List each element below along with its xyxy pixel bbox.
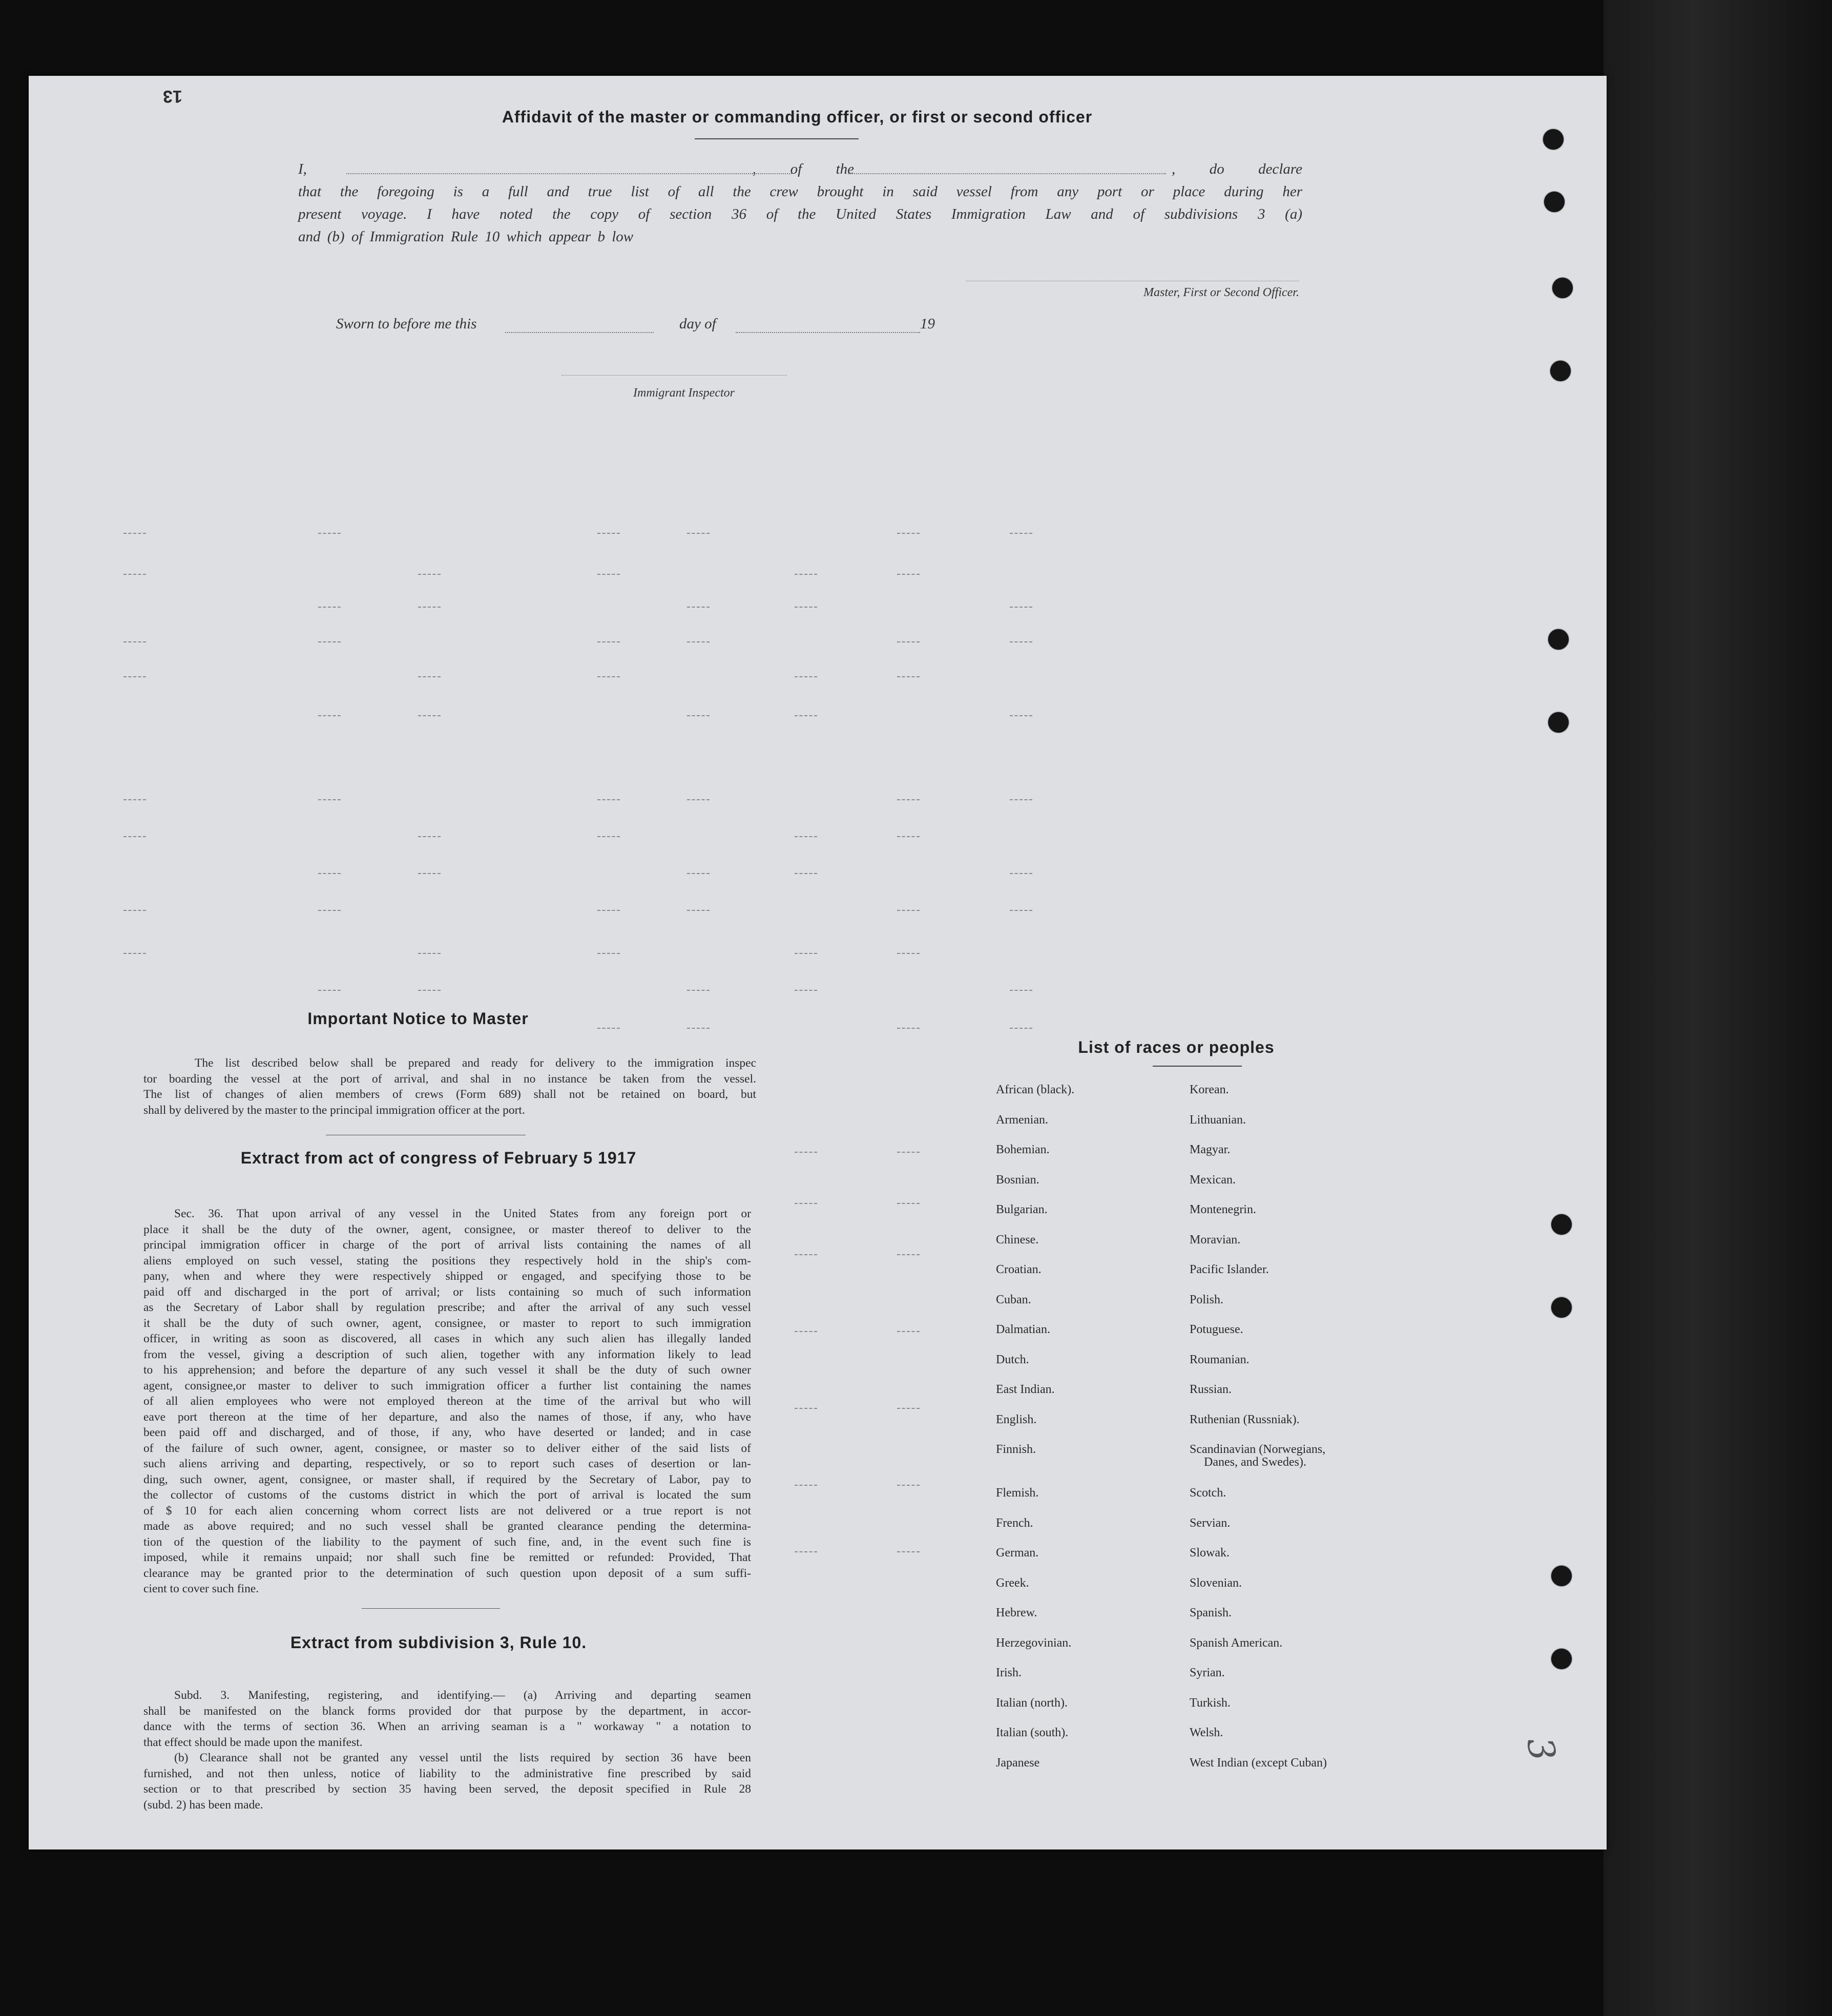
faint-dash — [318, 990, 341, 991]
race-entry: Polish. — [1190, 1293, 1224, 1306]
race-entry: Croatian. — [996, 1263, 1042, 1276]
declaration-line-1 — [298, 158, 1302, 180]
race-entry: Greek. — [996, 1576, 1029, 1590]
rule-line: dance with the terms of section 36. When an arriving seaman is a " workaway " a notation to — [143, 1720, 751, 1733]
binder-hole — [1543, 129, 1564, 150]
race-entry: Ruthenian (Russniak). — [1190, 1412, 1300, 1426]
act-line: pany, when and where they were respectively shipped or engaged, and specifying those to be — [143, 1270, 751, 1283]
race-entry: Finnish. — [996, 1443, 1036, 1456]
faint-dash — [318, 533, 341, 534]
act-line: it shall be the duty of such owner, agent, consignee, or master to report to such immigration — [143, 1316, 751, 1330]
act-line: of $ 10 for each alien concerning whom correct lists are not delivered or a true report is not — [143, 1504, 751, 1518]
binder-hole — [1550, 361, 1571, 381]
race-entry: Moravian. — [1190, 1233, 1241, 1246]
binder-hole — [1552, 278, 1573, 298]
faint-dash — [795, 1203, 817, 1204]
faint-dash — [597, 836, 620, 837]
extract-rule-text — [143, 1688, 751, 1813]
race-entry: Scotch. — [1190, 1486, 1226, 1500]
faint-dash — [318, 641, 341, 642]
faint-dash — [795, 1408, 817, 1409]
act-line: imposed, while it remains unpaid; nor shall such fine be remitted or refunded: Provided, That — [143, 1551, 751, 1564]
act-line: of all alien employees who were not employed thereon at the time of the arrival but who will — [143, 1395, 751, 1408]
declaration-line-3: present voyage. I have noted the copy of section 36 of the United States Immigration Law and of subdivisions 3 (a) — [298, 206, 1302, 222]
name-blank-line — [346, 173, 792, 174]
faint-dash — [687, 990, 710, 991]
faint-dash — [897, 799, 920, 800]
day-of-text: day of — [679, 316, 716, 332]
act-line: made as above required; and no such vessel shall be granted clearance pending the determina- — [143, 1520, 751, 1533]
rule-line: Subd. 3. Manifesting, registering, and identifying.— (a) Arriving and departing seamen — [174, 1689, 751, 1702]
faint-dash — [897, 1203, 920, 1204]
faint-dash — [418, 574, 441, 575]
faint-dash — [123, 799, 146, 800]
race-entry: Italian (south). — [996, 1726, 1069, 1739]
race-entry: Scandinavian (Norwegians, — [1190, 1443, 1326, 1456]
faint-dash — [897, 1331, 920, 1332]
faint-dash — [597, 799, 620, 800]
day-blank-line — [505, 332, 654, 333]
act-line: from the vessel, giving a description of such alien, together with any information likely to lead — [143, 1347, 751, 1361]
act-line: the collector of customs of the customs district in which the port of arrival is located the sum — [143, 1488, 751, 1502]
race-entry: Slovenian. — [1190, 1576, 1242, 1590]
faint-dash — [1010, 799, 1032, 800]
rule-line: section or to that prescribed by section 35 having been served, the deposit specified in Rule 28 — [143, 1782, 751, 1796]
inspector-signature-line — [561, 375, 787, 376]
signature-label: Master, First or Second Officer. — [1143, 286, 1299, 299]
faint-dash — [795, 1331, 817, 1332]
declaration-of-the: , of the — [752, 161, 855, 177]
faint-dash — [318, 873, 341, 874]
handwritten-mark: 3 — [1518, 1734, 1564, 1764]
faint-dash — [597, 1028, 620, 1029]
affidavit-declaration — [298, 158, 1302, 248]
faint-dash — [795, 836, 817, 837]
faint-dash — [687, 607, 710, 608]
faint-dash — [795, 873, 817, 874]
declaration-i: I, — [298, 161, 307, 177]
race-entry: African (black). — [996, 1083, 1075, 1096]
faint-dash — [123, 953, 146, 954]
race-entry: Roumanian. — [1190, 1353, 1250, 1366]
race-entry: Korean. — [1190, 1083, 1229, 1096]
faint-dash — [897, 533, 920, 534]
declaration-line-2: that the foregoing is a full and true list of all the crew brought in said vessel from any port or place during her — [298, 183, 1302, 200]
race-entry: Herzegovinian. — [996, 1636, 1072, 1650]
faint-dash — [687, 715, 710, 716]
notice-line: The list described below shall be prepared and ready for delivery to the immigration inspec — [195, 1056, 756, 1070]
faint-dash — [597, 533, 620, 534]
faint-dash — [897, 910, 920, 911]
race-entry: Turkish. — [1190, 1696, 1231, 1710]
act-line: officer, in writing as soon as discovered, all cases in which any such alien has illegally landed — [143, 1332, 751, 1345]
faint-dash — [897, 836, 920, 837]
faint-dash — [318, 715, 341, 716]
race-entry: Slowak. — [1190, 1546, 1230, 1560]
extract-act-title: Extract from act of congress of February 5 1917 — [240, 1149, 637, 1167]
faint-dash — [795, 1551, 817, 1552]
race-entry: French. — [996, 1516, 1033, 1530]
faint-dash — [795, 1254, 817, 1255]
race-entry: East Indian. — [996, 1383, 1055, 1396]
faint-dash — [418, 953, 441, 954]
race-entry: Dalmatian. — [996, 1323, 1050, 1336]
race-entry: Spanish. — [1190, 1606, 1232, 1619]
faint-dash — [597, 574, 620, 575]
faint-dash — [1010, 533, 1032, 534]
act-line: tion of the question of the liability to the payment of such fine, and, in the event such fine is — [143, 1535, 751, 1549]
faint-dash — [123, 641, 146, 642]
faint-dash — [1010, 873, 1032, 874]
faint-dash — [597, 953, 620, 954]
faint-dash — [687, 641, 710, 642]
race-entry: Hebrew. — [996, 1606, 1037, 1619]
binder-hole — [1548, 629, 1569, 650]
faint-dash — [597, 910, 620, 911]
faint-dash — [318, 799, 341, 800]
rule-line: that effect should be made upon the manifest. — [143, 1735, 363, 1749]
faint-dash — [795, 676, 817, 677]
race-entry: Pacific Islander. — [1190, 1263, 1269, 1276]
faint-dash — [1010, 990, 1032, 991]
race-entry: Irish. — [996, 1666, 1022, 1679]
race-entry: Welsh. — [1190, 1726, 1223, 1739]
inspector-label: Immigrant Inspector — [633, 386, 735, 400]
race-entry: Lithuanian. — [1190, 1113, 1246, 1127]
rule-line: (subd. 2) has been made. — [143, 1798, 263, 1812]
races-title: List of races or peoples — [1078, 1038, 1275, 1056]
notice-title: Important Notice to Master — [307, 1009, 529, 1028]
faint-dash — [1010, 607, 1032, 608]
title-underline — [695, 138, 859, 139]
act-line: agent, consignee,or master to deliver to such immigration officer a further list containing the names — [143, 1379, 751, 1393]
declaration-do-declare: , do declare — [1172, 161, 1302, 177]
race-entry: Chinese. — [996, 1233, 1039, 1246]
race-entry: Armenian. — [996, 1113, 1048, 1127]
faint-dash — [1010, 910, 1032, 911]
faint-dash — [897, 1254, 920, 1255]
sworn-line — [336, 316, 476, 332]
faint-dash — [687, 533, 710, 534]
act-line: eave port thereon at the time of her departure, and also the names of those, if any, who have — [143, 1410, 751, 1424]
binder-hole — [1551, 1566, 1572, 1586]
binder-hole — [1551, 1297, 1572, 1318]
faint-dash — [418, 715, 441, 716]
rule-line: shall be manifested on the blanck forms provided dor that purpose by the department, in accor- — [143, 1704, 751, 1718]
affidavit-title: Affidavit of the master or commanding officer, or first or second officer — [502, 108, 1093, 126]
race-entry: Magyar. — [1190, 1143, 1231, 1156]
faint-dash — [1010, 715, 1032, 716]
faint-dash — [897, 1028, 920, 1029]
act-line: aliens employed on such vessel, stating the positions they respectively hold in the ship's com- — [143, 1254, 751, 1267]
faint-dash — [123, 533, 146, 534]
faint-dash — [897, 1551, 920, 1552]
faint-dash — [795, 715, 817, 716]
year-text: 19 — [920, 316, 935, 332]
faint-dash — [123, 574, 146, 575]
race-entry: Montenegrin. — [1190, 1203, 1256, 1216]
race-entry: Bosnian. — [996, 1173, 1039, 1187]
document-page — [29, 76, 1607, 1849]
race-entry: Bohemian. — [996, 1143, 1050, 1156]
faint-dash — [123, 836, 146, 837]
race-entry: West Indian (except Cuban) — [1190, 1756, 1327, 1770]
binder-hole — [1548, 712, 1569, 733]
notice-line: tor boarding the vessel at the port of arrival, and shal in no instance be taken from the vessel. — [143, 1072, 756, 1086]
faint-dash — [795, 574, 817, 575]
act-line: to his apprehension; and before the departure of any such vessel it shall be the duty of such owner — [143, 1363, 751, 1377]
act-line: place it shall be the duty of the owner, agent, consignee, or master thereof to deliver to the — [143, 1222, 751, 1236]
extract-act-text — [143, 1206, 751, 1597]
faint-dash — [1010, 641, 1032, 642]
notice-line: shall by delivered by the master to the principal immigration officer at the port. — [143, 1103, 525, 1117]
faint-dash — [897, 953, 920, 954]
faint-dash — [418, 676, 441, 677]
race-entry: Potuguese. — [1190, 1323, 1243, 1336]
notice-text — [143, 1055, 756, 1118]
act-line: Sec. 36. That upon arrival of any vessel in the United States from any foreign port or — [174, 1207, 751, 1220]
act-line: as the Secretary of Labor shall by regulation prescribe; and after the arrival of any such vessel — [143, 1301, 751, 1314]
act-line: been paid off and discharged, and of those, if any, who have deserted or landed; and in case — [143, 1426, 751, 1439]
faint-dash — [897, 1152, 920, 1153]
faint-dash — [795, 953, 817, 954]
faint-dash — [897, 574, 920, 575]
act-line: ding, such owner, agent, consignee, or master shall, if required by the Secretary of Labor, pay to — [143, 1472, 751, 1486]
notice-line: The list of changes of alien members of crews (Form 689) shall not be retained on board, but — [143, 1088, 756, 1101]
binder-hole — [1544, 192, 1565, 212]
faint-dash — [123, 676, 146, 677]
faint-dash — [795, 990, 817, 991]
faint-dash — [795, 1152, 817, 1153]
faint-dash — [687, 873, 710, 874]
race-entry: Danes, and Swedes). — [1204, 1456, 1306, 1469]
faint-dash — [418, 836, 441, 837]
faint-dash — [687, 799, 710, 800]
faint-dash — [1010, 1028, 1032, 1029]
binder-hole — [1551, 1649, 1572, 1669]
rule-line: (b) Clearance shall not be granted any vessel until the lists required by section 36 have been — [174, 1751, 751, 1764]
faint-dash — [795, 1485, 817, 1486]
race-entry: Flemish. — [996, 1486, 1039, 1500]
faint-dash — [597, 676, 620, 677]
race-entry: Cuban. — [996, 1293, 1031, 1306]
declaration-line-4: and (b) of Immigration Rule 10 which appear b low — [298, 228, 634, 245]
race-entry: Spanish American. — [1190, 1636, 1283, 1650]
rule-line: furnished, and not then unless, notice of liability to the administrative fine prescribed by said — [143, 1766, 751, 1780]
vessel-blank-line — [848, 173, 1166, 174]
faint-dash — [123, 910, 146, 911]
act-line: clearance may be granted prior to the determination of such question upon deposit of a sum suffi- — [143, 1566, 751, 1580]
act-line: paid off and discharged in the port of arrival; or lists containing so much of such information — [143, 1285, 751, 1299]
faint-dash — [318, 910, 341, 911]
faint-dash — [687, 1028, 710, 1029]
faint-dash — [597, 641, 620, 642]
faint-dash — [897, 1408, 920, 1409]
race-entry: Syrian. — [1190, 1666, 1225, 1679]
page-number: 13 — [163, 87, 182, 106]
faint-dash — [687, 910, 710, 911]
race-entry: Servian. — [1190, 1516, 1231, 1530]
race-entry: Japanese — [996, 1756, 1040, 1770]
faint-dash — [897, 1485, 920, 1486]
faint-dash — [897, 676, 920, 677]
race-entry: English. — [996, 1412, 1037, 1426]
section-divider — [362, 1608, 500, 1609]
sworn-text: Sworn to before me this — [336, 316, 477, 332]
faint-dash — [795, 607, 817, 608]
races-title-underline — [1153, 1066, 1242, 1067]
faint-dash — [418, 607, 441, 608]
binder-hole — [1551, 1214, 1572, 1235]
race-entry: Bulgarian. — [996, 1203, 1048, 1216]
dark-background — [1604, 0, 1832, 2016]
faint-dash — [897, 641, 920, 642]
faint-dash — [418, 990, 441, 991]
race-entry: Dutch. — [996, 1353, 1029, 1366]
race-entry: German. — [996, 1546, 1039, 1560]
month-blank-line — [736, 332, 920, 333]
faint-dash — [318, 607, 341, 608]
act-line: cient to cover such fine. — [143, 1582, 259, 1595]
act-line: such aliens arriving and departing, respectively, or so to report such cases of desertion or lan- — [143, 1457, 751, 1470]
race-entry: Italian (north). — [996, 1696, 1068, 1710]
race-entry: Russian. — [1190, 1383, 1232, 1396]
extract-rule-title: Extract from subdivision 3, Rule 10. — [290, 1633, 587, 1652]
faint-dash — [418, 873, 441, 874]
act-line: principal immigration officer in charge of the port of arrival lists containing the names of all — [143, 1238, 751, 1252]
race-entry: Mexican. — [1190, 1173, 1236, 1187]
act-line: of the failure of such owner, agent, consignee, or master so to deliver either of the said lists of — [143, 1441, 751, 1455]
